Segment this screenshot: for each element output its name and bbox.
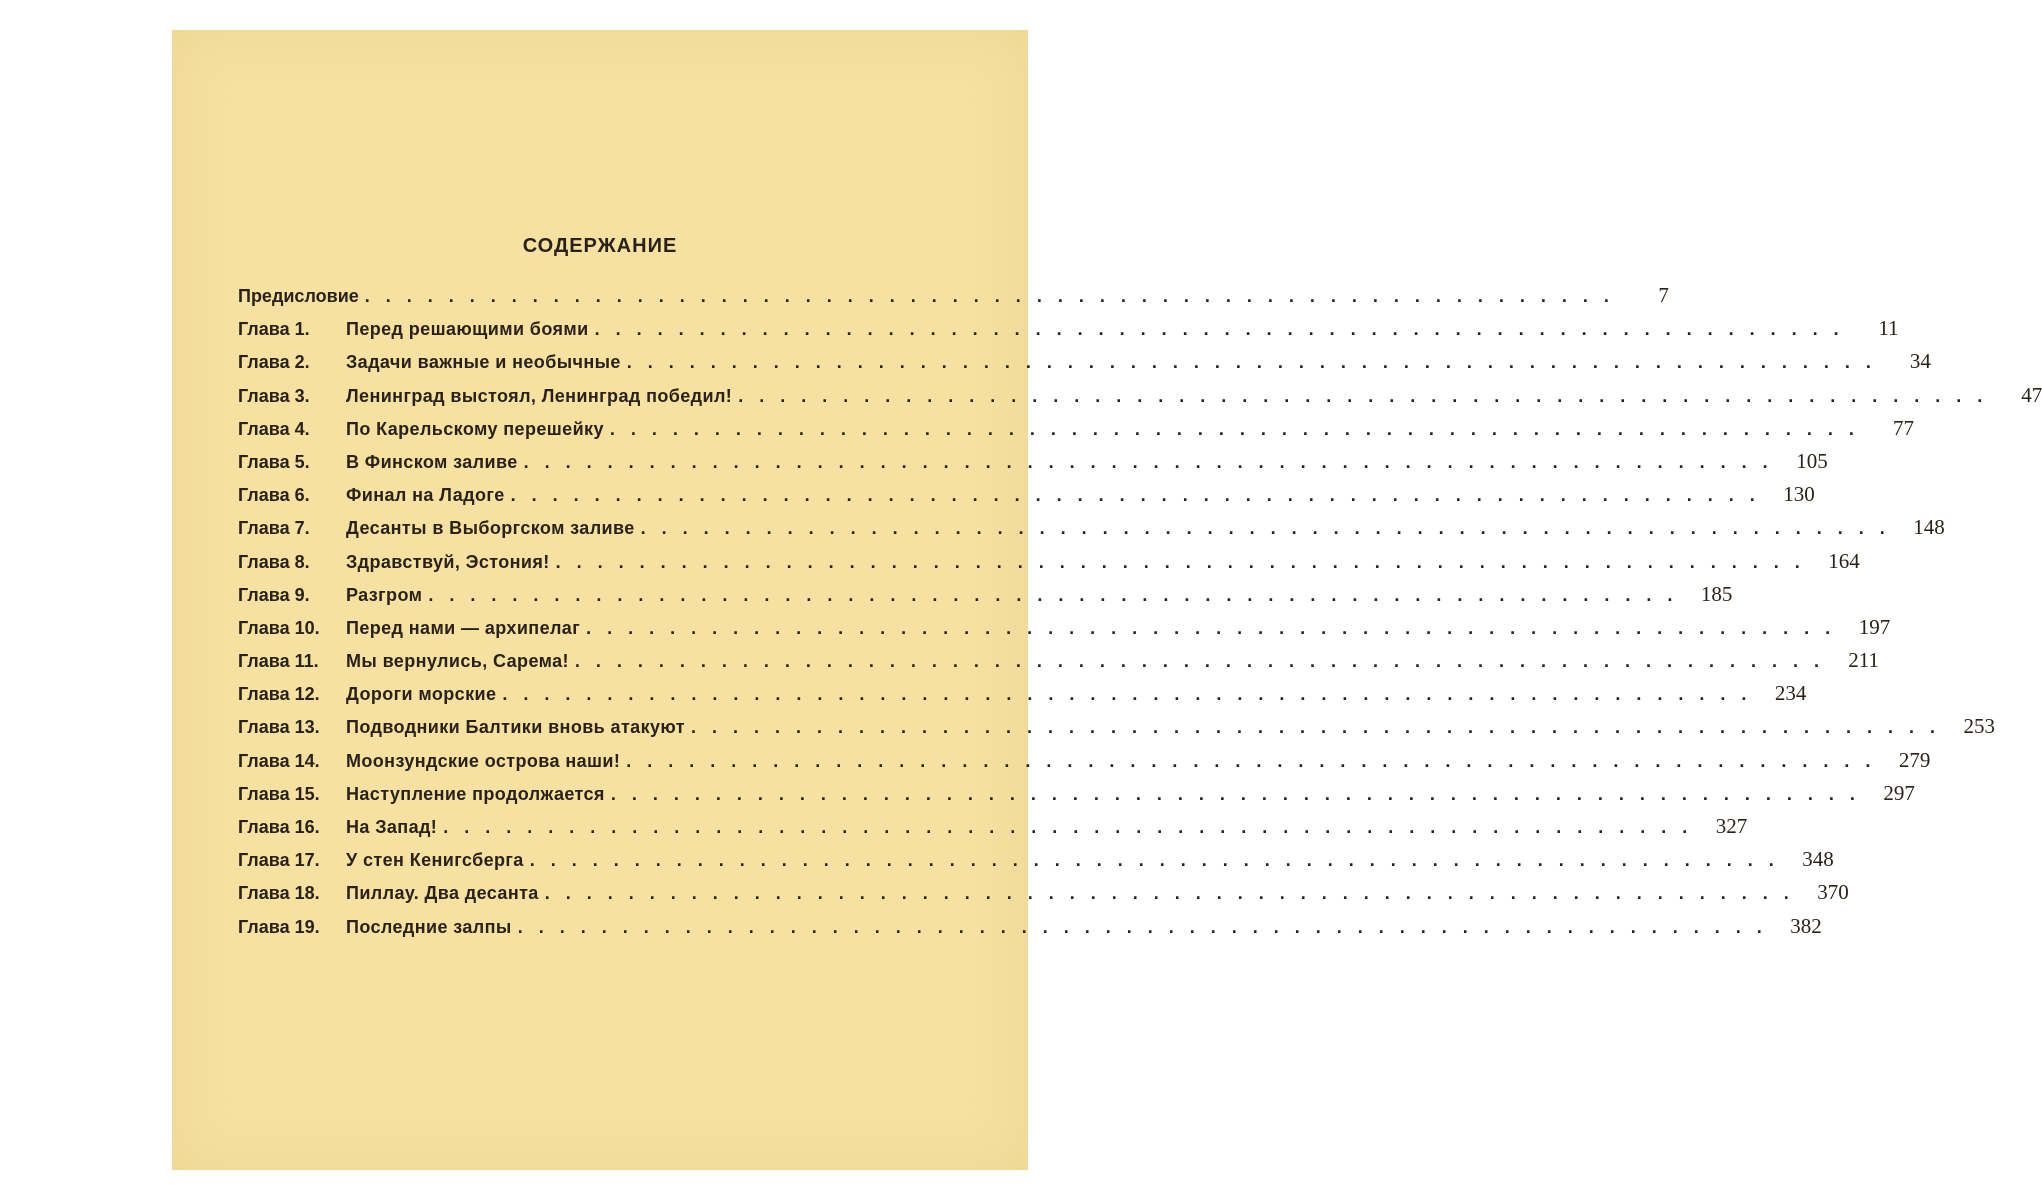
toc-entry — [238, 382, 2042, 416]
entry-label: Глава 16. — [238, 817, 320, 837]
entry-label: Глава 14. — [238, 750, 320, 771]
entry-page-number: 279 — [1898, 747, 1931, 772]
entry-page-number: 234 — [1774, 681, 1807, 706]
entry-label: Глава 12. — [238, 684, 320, 705]
entry-page-number: 185 — [1700, 581, 1733, 606]
entry-label: Глава 5. — [238, 451, 310, 472]
entry-label: Глава 13. — [238, 717, 320, 738]
entry-heading: Ленинград выстоял, Ленинград победил! — [346, 385, 733, 406]
entry-heading: Здравствуй, Эстония! — [346, 551, 550, 572]
entry-label: Глава 11. — [238, 651, 319, 672]
entry-heading: Последние залпы — [346, 916, 512, 937]
dot-leader: ............................................................ — [626, 750, 1887, 771]
dot-leader: ............................................................ — [690, 717, 1952, 738]
entry-page-number: 297 — [1883, 780, 1915, 805]
entry-page-number: 34 — [1909, 349, 1931, 374]
entry-label: Глава 4. — [238, 418, 310, 439]
entry-heading: Наступление продолжается — [346, 783, 605, 804]
entry-page-number: 130 — [1783, 482, 1815, 507]
dot-leader: ............................................................ — [586, 617, 1847, 638]
entry-page-number: 148 — [1913, 515, 1945, 540]
book-page — [172, 30, 2042, 1170]
toc-entry — [238, 814, 1748, 847]
toc-entry — [238, 283, 1669, 316]
entry-label: Глава 18. — [238, 883, 320, 904]
entry-heading: Перед решающими боями — [346, 319, 589, 340]
entry-label: Глава 19. — [238, 916, 320, 937]
entry-label: Глава 9. — [238, 584, 310, 605]
entry-page-number: 382 — [1790, 913, 1822, 938]
entry-label: Глава 10. — [238, 617, 320, 638]
entry-heading: Десанты в Выборгском заливе — [346, 518, 635, 539]
toc-entry — [238, 681, 1807, 714]
dot-leader: ............................................................ — [640, 518, 1901, 539]
toc-entry — [238, 548, 1860, 582]
entry-label: Глава 7. — [238, 518, 310, 539]
dot-leader: ............................................................ — [574, 651, 1835, 672]
dot-leader: ............................................................ — [555, 551, 1816, 572]
entry-heading: Моонзундские острова наши! — [346, 750, 621, 771]
toc-entry — [238, 880, 1849, 913]
toc-entry — [238, 581, 1733, 615]
entry-heading: Дороги морские — [346, 684, 497, 705]
toc-entry — [238, 482, 1815, 515]
entry-heading: Задачи важные и необычные — [346, 352, 621, 373]
dot-leader: ............................................................ — [510, 485, 1771, 506]
entry-page-number: 7 — [1658, 283, 1669, 307]
dot-leader: ............................................................ — [626, 352, 1887, 373]
dot-leader: ............................................................ — [517, 916, 1778, 937]
entry-page-number: 11 — [1878, 316, 1899, 341]
entry-page-number: 211 — [1848, 648, 1879, 673]
toc-entry — [238, 316, 1899, 349]
toc-entry — [238, 714, 1996, 747]
dot-leader: ............................................................ — [609, 418, 1870, 439]
toc-entry — [238, 648, 1879, 681]
dot-leader: ............................................................ — [529, 850, 1790, 871]
entry-label: Глава 6. — [238, 485, 310, 506]
entry-heading: В Финском заливе — [346, 451, 518, 472]
page-title: СОДЕРЖАНИЕ — [522, 235, 678, 257]
dot-leader: ............................................................ — [594, 319, 1855, 340]
entry-page-number: 370 — [1817, 880, 1849, 905]
entry-label: Глава 15. — [238, 783, 320, 804]
entry-heading: На Запад! — [346, 817, 438, 837]
entry-heading: Разгром — [346, 584, 423, 605]
entry-page-number: 105 — [1796, 448, 1828, 473]
toc-entry — [238, 913, 1822, 947]
entry-page-number: 47 — [2021, 382, 2042, 407]
toc-entry — [238, 614, 1891, 648]
toc-entry — [238, 515, 1945, 548]
toc-entry — [238, 747, 1931, 781]
toc-entry — [238, 780, 1915, 814]
dot-leader: ............................................................ — [738, 385, 1999, 406]
dot-leader: ............................................................ — [502, 684, 1763, 705]
entry-heading: Подводники Балтики вновь атакуют — [346, 717, 685, 738]
toc-entry — [238, 415, 1914, 449]
entry-heading: Мы вернулись, Сарема! — [346, 651, 569, 672]
table-of-contents — [238, 283, 2042, 947]
dot-leader: ............................................................ — [523, 451, 1784, 472]
entry-heading: Пиллау. Два десанта — [346, 883, 539, 904]
dot-leader: ............................................................ — [610, 783, 1871, 804]
dot-leader: ............................................................ — [443, 817, 1704, 837]
entry-heading: У стен Кенигсберга — [346, 850, 524, 871]
entry-label: Глава 1. — [238, 319, 310, 340]
entry-label: Предисловие — [238, 286, 359, 306]
entry-heading: По Карельскому перешейку — [346, 418, 604, 439]
toc-entry — [238, 847, 1834, 880]
entry-label: Глава 2. — [238, 352, 310, 373]
entry-heading: Перед нами — архипелаг — [346, 617, 581, 638]
dot-leader: ............................................................ — [364, 286, 1625, 306]
entry-heading: Финал на Ладоге — [346, 485, 505, 506]
dot-leader: ............................................................ — [544, 883, 1805, 904]
entry-page-number: 164 — [1828, 548, 1860, 573]
entry-page-number: 197 — [1858, 614, 1891, 639]
entry-page-number: 253 — [1963, 714, 1996, 739]
entry-label: Глава 3. — [238, 385, 310, 406]
entry-label: Глава 8. — [238, 551, 310, 572]
entry-page-number: 348 — [1802, 847, 1834, 872]
entry-page-number: 77 — [1892, 415, 1914, 440]
toc-entry — [238, 349, 1931, 382]
toc-entry — [238, 448, 1828, 482]
dot-leader: ............................................................ — [428, 584, 1689, 605]
entry-label: Глава 17. — [238, 850, 320, 871]
entry-page-number: 327 — [1715, 814, 1748, 838]
